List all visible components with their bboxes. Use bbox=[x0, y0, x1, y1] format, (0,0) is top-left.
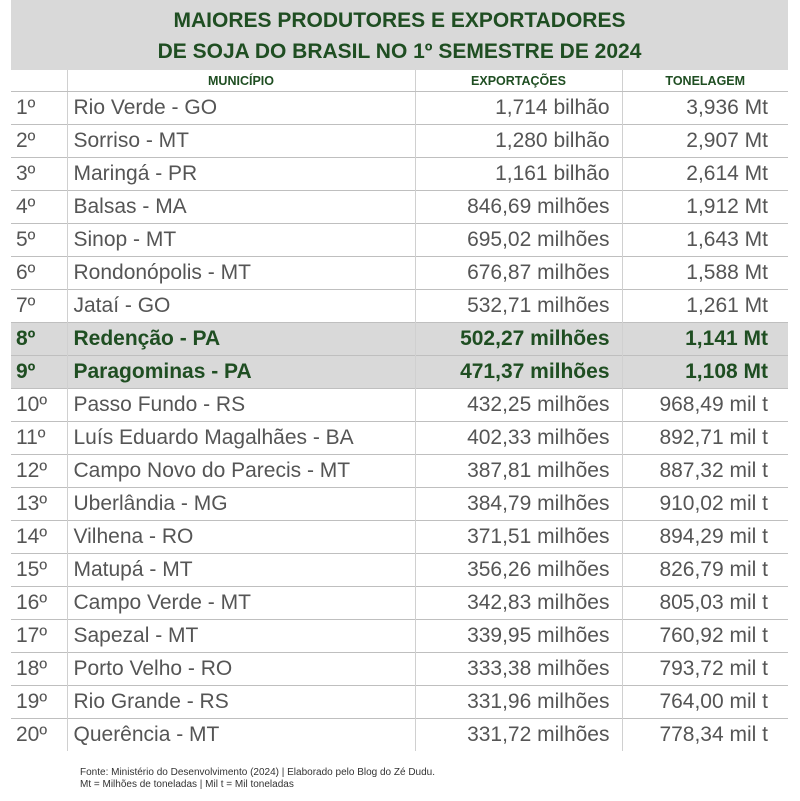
cell-exportacoes: 1,161 bilhão bbox=[415, 158, 622, 191]
table-row bbox=[11, 620, 788, 653]
cell-municipio: Porto Velho - RO bbox=[67, 653, 415, 686]
cell-exportacoes: 333,38 milhões bbox=[415, 653, 622, 686]
cell-rank: 2º bbox=[11, 125, 67, 158]
cell-exportacoes: 1,714 bilhão bbox=[415, 92, 622, 125]
cell-rank: 6º bbox=[11, 257, 67, 290]
table-row bbox=[11, 257, 788, 290]
cell-tonelagem: 1,108 Mt bbox=[622, 356, 788, 389]
cell-exportacoes: 331,72 milhões bbox=[415, 719, 622, 752]
cell-tonelagem: 3,936 Mt bbox=[622, 92, 788, 125]
cell-tonelagem: 892,71 mil t bbox=[622, 422, 788, 455]
cell-tonelagem: 894,29 mil t bbox=[622, 521, 788, 554]
cell-tonelagem: 793,72 mil t bbox=[622, 653, 788, 686]
header-exportacoes: EXPORTAÇÕES bbox=[415, 70, 622, 92]
cell-rank: 17º bbox=[11, 620, 67, 653]
cell-municipio: Jataí - GO bbox=[67, 290, 415, 323]
header-rank bbox=[11, 70, 67, 92]
table-row bbox=[11, 158, 788, 191]
cell-exportacoes: 339,95 milhões bbox=[415, 620, 622, 653]
cell-rank: 3º bbox=[11, 158, 67, 191]
cell-tonelagem: 1,588 Mt bbox=[622, 257, 788, 290]
cell-municipio: Rio Verde - GO bbox=[67, 92, 415, 125]
table-row bbox=[11, 686, 788, 719]
cell-exportacoes: 676,87 milhões bbox=[415, 257, 622, 290]
cell-exportacoes: 1,280 bilhão bbox=[415, 125, 622, 158]
cell-rank: 5º bbox=[11, 224, 67, 257]
cell-municipio: Querência - MT bbox=[67, 719, 415, 752]
table-row bbox=[11, 290, 788, 323]
cell-rank: 8º bbox=[11, 323, 67, 356]
source-footnote bbox=[80, 767, 435, 791]
ranking-table bbox=[11, 70, 788, 751]
cell-rank: 10º bbox=[11, 389, 67, 422]
cell-exportacoes: 432,25 milhões bbox=[415, 389, 622, 422]
footnote-units: Mt = Milhões de toneladas | Mil t = Mil toneladas bbox=[80, 779, 294, 790]
cell-municipio: Vilhena - RO bbox=[67, 521, 415, 554]
cell-municipio: Campo Verde - MT bbox=[67, 587, 415, 620]
cell-municipio: Balsas - MA bbox=[67, 191, 415, 224]
cell-rank: 7º bbox=[11, 290, 67, 323]
table-row bbox=[11, 455, 788, 488]
cell-rank: 15º bbox=[11, 554, 67, 587]
table-row bbox=[11, 422, 788, 455]
table-row bbox=[11, 125, 788, 158]
table-body bbox=[11, 92, 788, 752]
table-row bbox=[11, 323, 788, 356]
cell-municipio: Campo Novo do Parecis - MT bbox=[67, 455, 415, 488]
cell-rank: 9º bbox=[11, 356, 67, 389]
cell-exportacoes: 471,37 milhões bbox=[415, 356, 622, 389]
cell-municipio: Sorriso - MT bbox=[67, 125, 415, 158]
cell-rank: 4º bbox=[11, 191, 67, 224]
cell-rank: 12º bbox=[11, 455, 67, 488]
cell-municipio: Uberlândia - MG bbox=[67, 488, 415, 521]
title-line-1: MAIORES PRODUTORES E EXPORTADORES bbox=[173, 9, 626, 32]
cell-municipio: Rondonópolis - MT bbox=[67, 257, 415, 290]
cell-exportacoes: 532,71 milhões bbox=[415, 290, 622, 323]
table-row bbox=[11, 521, 788, 554]
cell-tonelagem: 2,614 Mt bbox=[622, 158, 788, 191]
table-row bbox=[11, 92, 788, 125]
title-banner bbox=[11, 0, 788, 70]
cell-municipio: Sapezal - MT bbox=[67, 620, 415, 653]
cell-exportacoes: 846,69 milhões bbox=[415, 191, 622, 224]
cell-tonelagem: 778,34 mil t bbox=[622, 719, 788, 752]
table-row bbox=[11, 488, 788, 521]
footnote-source: Fonte: Ministério do Desenvolvimento (2024) | Elaborado pelo Blog do Zé Dudu. bbox=[80, 767, 436, 778]
cell-exportacoes: 384,79 milhões bbox=[415, 488, 622, 521]
cell-rank: 1º bbox=[11, 92, 67, 125]
cell-tonelagem: 805,03 mil t bbox=[622, 587, 788, 620]
cell-tonelagem: 760,92 mil t bbox=[622, 620, 788, 653]
header-municipio: MUNICÍPIO bbox=[67, 70, 415, 92]
cell-rank: 13º bbox=[11, 488, 67, 521]
cell-exportacoes: 387,81 milhões bbox=[415, 455, 622, 488]
cell-tonelagem: 968,49 mil t bbox=[622, 389, 788, 422]
cell-rank: 14º bbox=[11, 521, 67, 554]
cell-municipio: Matupá - MT bbox=[67, 554, 415, 587]
cell-rank: 19º bbox=[11, 686, 67, 719]
header-tonelagem: TONELAGEM bbox=[622, 70, 788, 92]
cell-tonelagem: 1,643 Mt bbox=[622, 224, 788, 257]
cell-tonelagem: 1,912 Mt bbox=[622, 191, 788, 224]
cell-exportacoes: 331,96 milhões bbox=[415, 686, 622, 719]
cell-exportacoes: 371,51 milhões bbox=[415, 521, 622, 554]
table-row bbox=[11, 191, 788, 224]
cell-tonelagem: 2,907 Mt bbox=[622, 125, 788, 158]
cell-tonelagem: 826,79 mil t bbox=[622, 554, 788, 587]
title-line-2: DE SOJA DO BRASIL NO 1º SEMESTRE DE 2024 bbox=[157, 40, 642, 63]
table-row bbox=[11, 653, 788, 686]
cell-rank: 16º bbox=[11, 587, 67, 620]
cell-municipio: Rio Grande - RS bbox=[67, 686, 415, 719]
cell-tonelagem: 1,141 Mt bbox=[622, 323, 788, 356]
cell-municipio: Maringá - PR bbox=[67, 158, 415, 191]
cell-exportacoes: 695,02 milhões bbox=[415, 224, 622, 257]
table-row bbox=[11, 554, 788, 587]
table-row bbox=[11, 224, 788, 257]
cell-exportacoes: 356,26 milhões bbox=[415, 554, 622, 587]
table-row bbox=[11, 587, 788, 620]
soy-ranking-document bbox=[11, 0, 788, 751]
cell-tonelagem: 1,261 Mt bbox=[622, 290, 788, 323]
cell-exportacoes: 342,83 milhões bbox=[415, 587, 622, 620]
cell-exportacoes: 502,27 milhões bbox=[415, 323, 622, 356]
table-row bbox=[11, 356, 788, 389]
table-header-row bbox=[11, 70, 788, 92]
table-row bbox=[11, 389, 788, 422]
cell-rank: 11º bbox=[11, 422, 67, 455]
cell-municipio: Passo Fundo - RS bbox=[67, 389, 415, 422]
cell-rank: 20º bbox=[11, 719, 67, 752]
cell-municipio: Sinop - MT bbox=[67, 224, 415, 257]
cell-rank: 18º bbox=[11, 653, 67, 686]
cell-tonelagem: 910,02 mil t bbox=[622, 488, 788, 521]
cell-exportacoes: 402,33 milhões bbox=[415, 422, 622, 455]
table-row bbox=[11, 719, 788, 752]
cell-municipio: Luís Eduardo Magalhães - BA bbox=[67, 422, 415, 455]
cell-tonelagem: 764,00 mil t bbox=[622, 686, 788, 719]
cell-municipio: Redenção - PA bbox=[67, 323, 415, 356]
cell-tonelagem: 887,32 mil t bbox=[622, 455, 788, 488]
cell-municipio: Paragominas - PA bbox=[67, 356, 415, 389]
